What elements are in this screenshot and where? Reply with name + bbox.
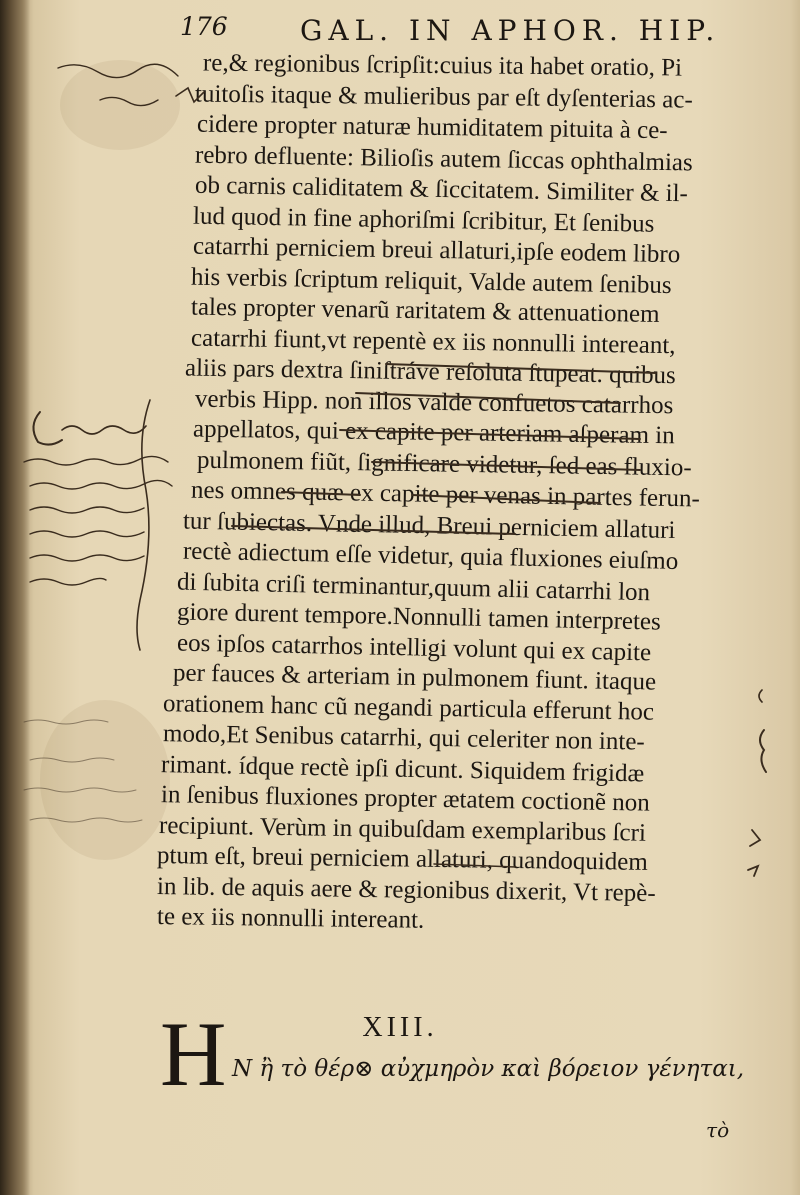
manuscript-scribble: [30, 480, 172, 489]
section-number: XIII.: [362, 1012, 438, 1043]
text-line: in ſenibus fluxiones propter ætatem coctionẽ non: [160, 781, 650, 817]
manuscript-scribble: [30, 578, 106, 585]
text-line: ob carnis caliditatem & ſiccitatem. Similiter & il-: [194, 171, 689, 208]
catchword: τὸ: [706, 1118, 730, 1142]
text-line: nes omnes quæ ex capite per venas in partes ferun-: [190, 476, 701, 513]
text-line: aliis pars dextra ſiniſtráve reſoluta ſtupeat. quibus: [184, 354, 677, 390]
text-line: rimant. ídque rectè ipſi dicunt. Siquidem frigidæ: [160, 750, 645, 787]
text-line: per fauces & arteriam in pulmonem fiunt. itaque: [172, 659, 657, 696]
text-line: in lib. de aquis aere & regionibus dixerit, Vt repè-: [156, 872, 656, 907]
text-line: re,& regionibus ſcripſit:cuius ita habet oratio, Pi: [202, 49, 683, 82]
manuscript-scribble: [62, 426, 146, 434]
text-line: ptum eſt, breui perniciem allaturi, quandoquidem: [156, 842, 648, 876]
manuscript-scribble: [33, 412, 62, 445]
text-line: rectè adiectum eſſe videtur, quia fluxiones eiuſmo: [182, 537, 679, 575]
text-line: pulmonem fiũt, ſignificare videtur, ſed eas fluxio-: [196, 446, 692, 481]
text-line: verbis Hipp. non illos valde confuetos catarrhos: [194, 385, 674, 419]
text-line: cidere propter naturæ humiditatem pituita à ce-: [196, 110, 668, 145]
paper-stain: [40, 700, 170, 860]
text-line: modo,Et Senibus catarrhi, qui celeriter non inte-: [162, 720, 645, 756]
text-line: orationem hanc cũ negandi particula efferunt hoc: [162, 689, 655, 726]
text-line: tales propter venarũ raritatem & attenuationem: [190, 293, 660, 328]
text-line: giore durent tempore.Nonnulli tamen interpretes: [176, 598, 662, 636]
initial-letter: H: [160, 1003, 227, 1105]
text-line: rebro defluente: Bilioſis autem ſiccas ophthalmias: [194, 141, 693, 176]
greek-aphorism-text: Ν ἢ τὸ θέρ⊗ αὐχμηρὸν καὶ βόρειον γένηται,: [232, 1056, 745, 1082]
manuscript-scribble: [30, 507, 144, 513]
manuscript-bracket: [137, 400, 150, 650]
text-line: catarrhi perniciem breui allaturi,ipſe eodem libro: [192, 232, 681, 269]
text-line: lud quod in fine aphoriſmi ſcribitur, Et ſenibus: [192, 202, 655, 238]
text-line: tur ſubiectas. Vnde illud, Breui perniciem allaturi: [182, 507, 676, 544]
manuscript-scribble: [24, 456, 168, 465]
text-line: di ſubita criſi terminantur,quum alii catarrhi lon: [176, 568, 651, 606]
page-number: 176: [180, 12, 228, 41]
text-line: tuitoſis itaque & mulieribus par eſt dyſenterias ac-: [194, 79, 693, 114]
text-line: recipiunt. Verùm in quibuſdam exemplaribus ſcri: [158, 811, 647, 847]
text-line: catarrhi fiunt,vt repentè ex iis nonnulli intereant,: [190, 324, 676, 359]
text-line: appellatos, qui ex capite per arteriam aſperam in: [192, 415, 675, 450]
running-title: GAL. IN APHOR. HIP.: [300, 14, 721, 47]
manuscript-scribble: [30, 555, 144, 561]
body-text: [155, 48, 770, 933]
text-line: his verbis ſcriptum reliquit, Valde autem ſenibus: [190, 263, 672, 299]
manuscript-scribble: [30, 531, 144, 537]
text-line: eos ipſos catarrhos intelligi volunt qui ex capite: [176, 628, 652, 666]
text-line: te ex iis nonnulli intereant.: [156, 903, 425, 934]
running-head: [180, 8, 740, 48]
